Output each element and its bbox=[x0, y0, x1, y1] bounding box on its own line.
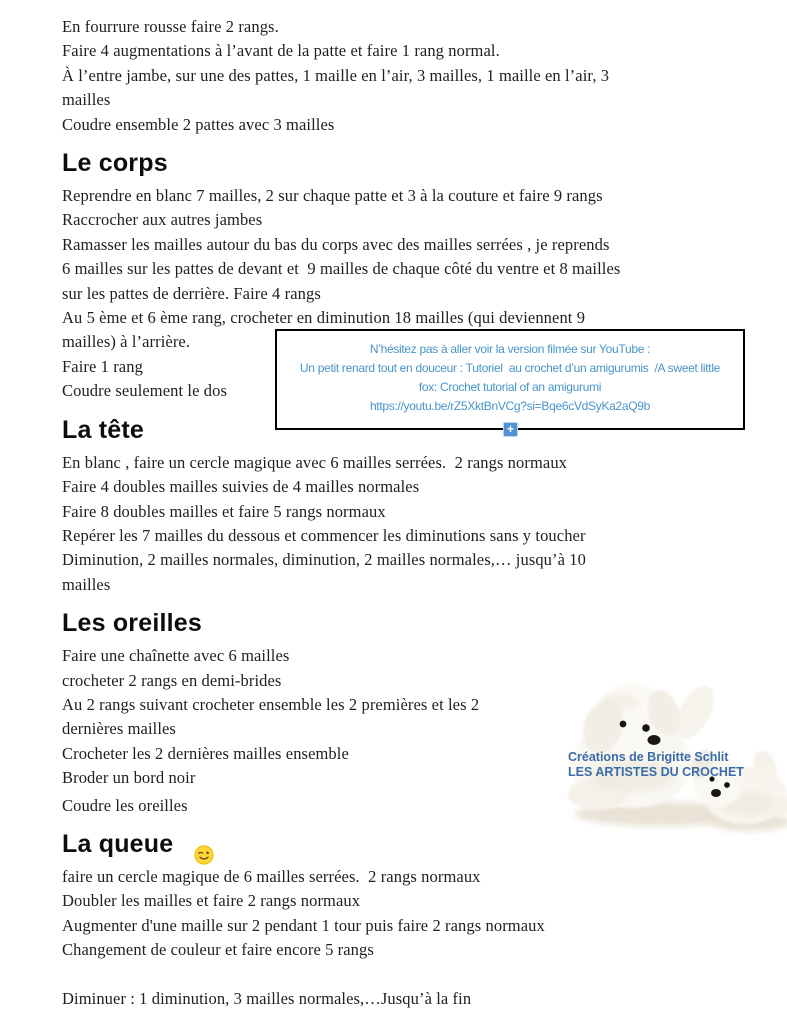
body-line: Faire 8 doubles mailles et faire 5 rangs normaux bbox=[62, 501, 386, 521]
youtube-link[interactable]: https://youtu.be/rZ5XktBnVCg?si=Bqe6cVdSyKa2aQ9b bbox=[369, 398, 651, 413]
body-line: mailles) à l’arrière. bbox=[62, 332, 191, 352]
body-line: Faire 1 rang bbox=[62, 356, 143, 376]
youtube-info-box bbox=[275, 329, 745, 430]
body-line: Augmenter d'une maille sur 2 pendant 1 tour puis faire 2 rangs normaux bbox=[62, 915, 545, 935]
photo-overlay-credit: LES ARTISTES DU CROCHET bbox=[568, 765, 744, 779]
plus-button[interactable]: + bbox=[503, 422, 518, 437]
blank-line bbox=[62, 963, 738, 987]
wink-emoji-icon bbox=[194, 796, 214, 816]
body-line: mailles bbox=[62, 574, 111, 594]
crochet-photo bbox=[560, 664, 787, 839]
body-line: Changement de couleur et faire encore 5 rangs bbox=[62, 940, 374, 960]
body-line: Diminuer : 1 diminution, 3 mailles normales,…Jusqu’à la fin bbox=[62, 988, 472, 1008]
body-line: Raccrocher aux autres jambes bbox=[62, 210, 263, 230]
body-line: faire un cercle magique de 6 mailles serrées. 2 rangs normaux bbox=[62, 866, 481, 886]
body-line: 6 mailles sur les pattes de devant et 9 mailles de chaque côté du ventre et 8 mailles bbox=[62, 259, 621, 279]
body-line: Faire une chaînette avec 6 mailles bbox=[62, 646, 290, 666]
body-line: Reprendre en blanc 7 mailles, 2 sur chaque patte et 3 à la couture et faire 9 rangs bbox=[62, 186, 603, 206]
body-line: À l’entre jambe, sur une des pattes, 1 maille en l’air, 3 mailles, 1 maille en l’air, 3 bbox=[62, 65, 610, 85]
section-title-tete: La tête bbox=[62, 415, 144, 444]
section-tete bbox=[62, 451, 738, 597]
youtube-box-text: N’hésitez pas à aller voir la version filmée sur YouTube : bbox=[369, 341, 651, 356]
intro-paragraph bbox=[62, 15, 738, 137]
body-line: mailles bbox=[62, 90, 111, 110]
body-line: dernières mailles bbox=[62, 719, 176, 739]
body-line: Diminution, 2 mailles normales, diminution, 2 mailles normales,… jusqu’à 10 bbox=[62, 550, 586, 570]
body-line-text: Coudre les oreilles bbox=[62, 795, 188, 815]
section-title-corps: Le corps bbox=[62, 149, 168, 178]
body-line: Faire 4 augmentations à l’avant de la patte et faire 1 rang normal. bbox=[62, 41, 500, 61]
body-line: sur les pattes de derrière. Faire 4 rangs bbox=[62, 283, 321, 303]
body-line: Crocheter les 2 dernières mailles ensemble bbox=[62, 743, 349, 763]
body-line: Broder un bord noir bbox=[62, 768, 196, 788]
body-line: crocheter 2 rangs en demi-brides bbox=[62, 670, 282, 690]
body-line: Au 2 rangs suivant crocheter ensemble les 2 premières et les 2 bbox=[62, 694, 480, 714]
body-line: Coudre seulement le dos bbox=[62, 381, 227, 401]
section-queue bbox=[62, 865, 738, 1011]
photo-overlay-credit: Créations de Brigitte Schlit bbox=[568, 750, 729, 764]
body-line: En blanc , faire un cercle magique avec 6 mailles serrées. 2 rangs normaux bbox=[62, 452, 568, 472]
body-line: Repérer les 7 mailles du dessous et commencer les diminutions sans y toucher bbox=[62, 525, 586, 545]
body-line: Au 5 ème et 6 ème rang, crocheter en diminution 18 mailles (qui deviennent 9 bbox=[62, 308, 586, 328]
body-line: Coudre ensemble 2 pattes avec 3 mailles bbox=[62, 114, 335, 134]
youtube-box-text: Un petit renard tout en douceur : Tutoriel au crochet d’un amigurumis /A sweet little bbox=[299, 360, 721, 375]
body-line: En fourrure rousse faire 2 rangs. bbox=[62, 17, 279, 36]
document-body bbox=[62, 15, 738, 1011]
body-line: Ramasser les mailles autour du bas du corps avec des mailles serrées , je reprends bbox=[62, 234, 610, 254]
body-line: Faire 4 doubles mailles suivies de 4 mailles normales bbox=[62, 477, 420, 497]
body-line: Doubler les mailles et faire 2 rangs normaux bbox=[62, 891, 361, 911]
section-title-oreilles: Les oreilles bbox=[62, 609, 202, 638]
section-title-queue: La queue bbox=[62, 829, 174, 858]
youtube-box-text: fox: Crochet tutorial of an amigurumi bbox=[418, 379, 602, 394]
